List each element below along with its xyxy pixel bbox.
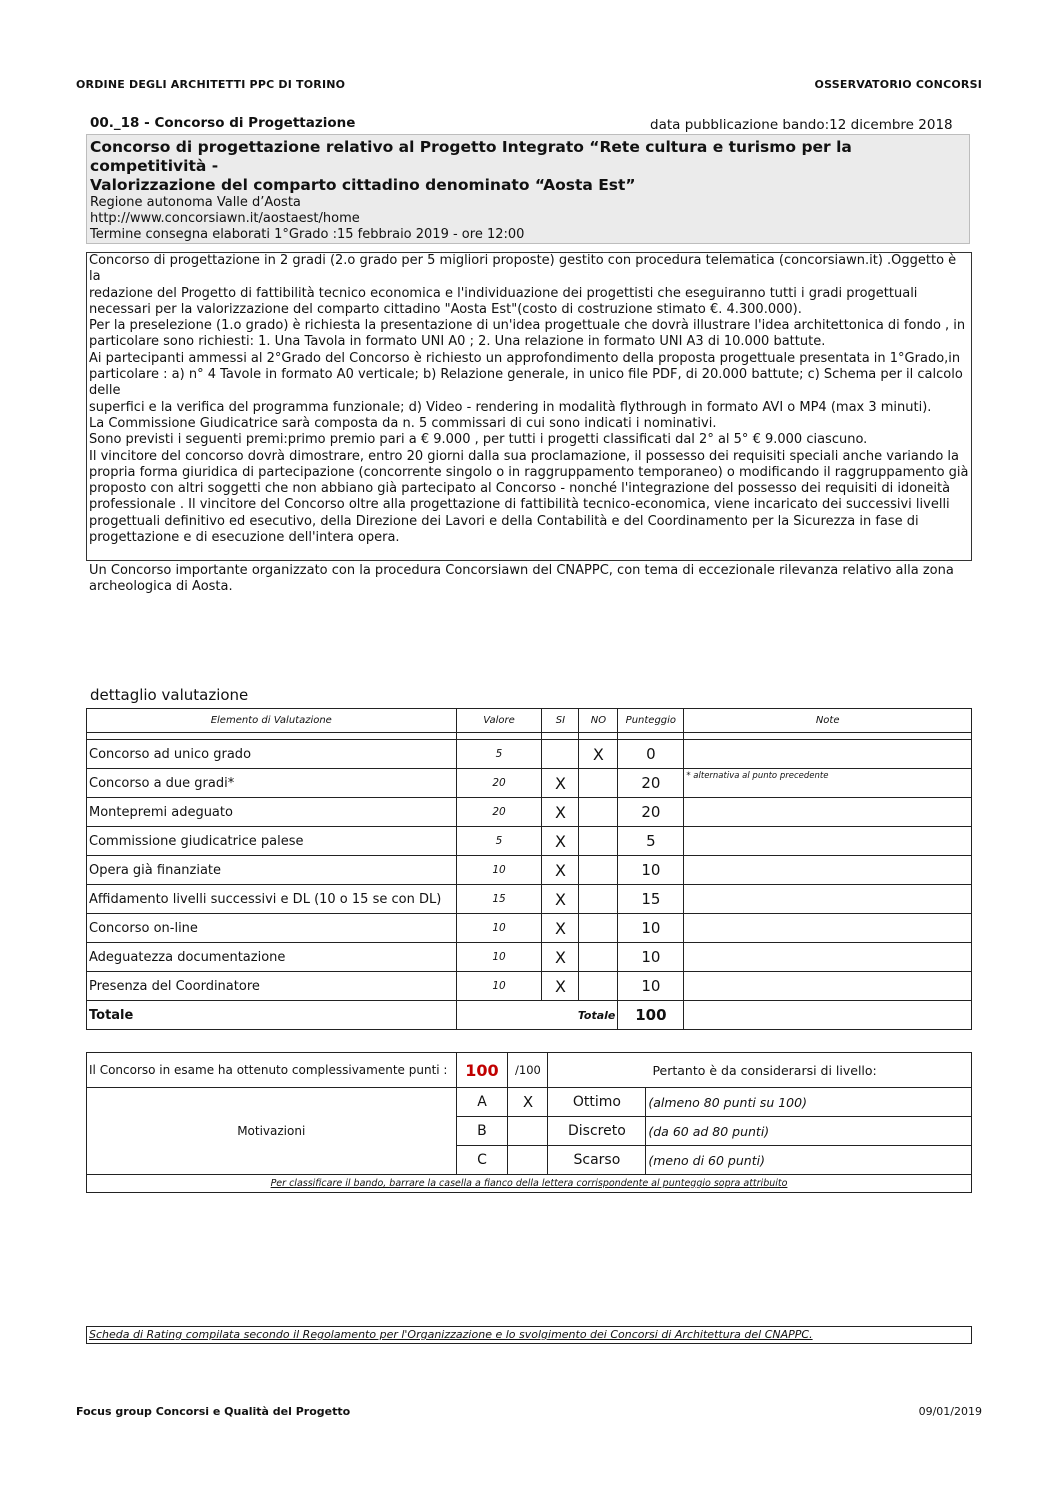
description-line: Per la preselezione (1.o grado) è richiesta la presentazione di un'idea progettuale che dovrà illustrare l'idea architettonica di fondo , in	[89, 318, 966, 334]
description-line: La Commissione Giudicatrice sarà composta da n. 5 commissari di cui sono indicati i nominativi.	[89, 415, 717, 431]
evaluation-note	[684, 943, 972, 972]
description-line: Ai partecipanti ammessi al 2°Grado del Concorso è richiesto un approfondimento della proposta progettuale presentata in 1°Grado,in	[89, 350, 961, 366]
footer-focus-group: Focus group Concorsi e Qualità del Progetto	[76, 1405, 351, 1418]
evaluation-score: 0	[618, 740, 684, 769]
evaluation-no-mark[interactable]: X	[579, 740, 618, 769]
evaluation-element: Concorso a due gradi*	[87, 769, 457, 798]
evaluation-score: 20	[618, 798, 684, 827]
col-no: NO	[579, 709, 618, 733]
evaluation-no-mark[interactable]	[579, 885, 618, 914]
description-line: necessari per la valorizzazione del comparto cittadino "Aosta Est"(costo di costruzione stimato €. 4.300.000).	[89, 301, 802, 317]
description-line: redazione del Progetto di fattibilità tecnico economica e l'individuazione dei progettisti che eseguiranno tutti i gradi progettuali	[89, 285, 918, 301]
evaluation-element: Opera già finanziate	[87, 856, 457, 885]
evaluation-score: 10	[618, 972, 684, 1001]
level-a-letter: A	[456, 1088, 508, 1117]
description-line: archeologica di Aosta.	[89, 578, 233, 594]
evaluation-value: 20	[456, 798, 542, 827]
evaluation-si-mark[interactable]: X	[542, 798, 579, 827]
evaluation-element: Concorso ad unico grado	[87, 740, 457, 769]
description-line: Concorso di progettazione in 2 gradi (2.o grado per 5 migliori proposte) gestito con procedura telematica (concorsiawn.it) .Oggetto è la	[89, 253, 957, 285]
evaluation-element: Concorso on-line	[87, 914, 457, 943]
result-label: Il Concorso in esame ha ottenuto complessivamente punti :	[87, 1053, 457, 1088]
description-text	[89, 253, 969, 595]
evaluation-row	[87, 943, 972, 972]
evaluation-element: Affidamento livelli successivi e DL (10 o 15 se con DL)	[87, 885, 457, 914]
competition-code: 00._18 - Concorso di Progettazione	[90, 115, 356, 131]
total-label-italic: Totale	[456, 1001, 618, 1030]
evaluation-si-mark[interactable]: X	[542, 885, 579, 914]
evaluation-no-mark[interactable]	[579, 798, 618, 827]
evaluation-title: dettaglio valutazione	[90, 686, 249, 704]
level-c-letter: C	[456, 1146, 508, 1175]
description-line: Sono previsti i seguenti premi:primo premio pari a € 9.000 , per tutti i progetti classificati dal 2° al 5° € 9.000 ciascuno.	[89, 432, 868, 448]
evaluation-element: Presenza del Coordinatore	[87, 972, 457, 1001]
description-line: particolare sono richiesti: 1. Una Tavola in formato UNI A0 ; 2. Una relazione in formato UNI A3 di 10.000 battute.	[89, 334, 826, 350]
evaluation-no-mark[interactable]	[579, 914, 618, 943]
evaluation-header-row	[87, 709, 972, 733]
header-observatory: OSSERVATORIO CONCORSI	[814, 78, 982, 91]
evaluation-value: 10	[456, 856, 542, 885]
evaluation-row	[87, 827, 972, 856]
description-line: proposto con altri soggetti che non abbiano già partecipato al Concorso - nonché l'integrazione del possesso dei requisiti di idoneità	[89, 481, 951, 497]
competition-title	[90, 138, 965, 195]
evaluation-value: 20	[456, 769, 542, 798]
level-b-name: Discreto	[548, 1117, 646, 1146]
total-note	[684, 1001, 972, 1030]
level-a-name: Ottimo	[548, 1088, 646, 1117]
evaluation-score: 15	[618, 885, 684, 914]
col-value: Valore	[456, 709, 542, 733]
evaluation-score: 20	[618, 769, 684, 798]
total-row	[87, 1001, 972, 1030]
evaluation-no-mark[interactable]	[579, 856, 618, 885]
evaluation-row	[87, 914, 972, 943]
publication-date: data pubblicazione bando:12 dicembre 2018	[650, 117, 953, 133]
rating-note-box	[86, 1326, 972, 1344]
evaluation-value: 10	[456, 943, 542, 972]
classification-instruction: Per classificare il bando, barrare la casella a fianco della lettera corrispondente al punteggio sopra attribuito	[87, 1175, 972, 1193]
level-a-range: (almeno 80 punti su 100)	[646, 1088, 972, 1117]
description-line: particolare : a) n° 4 Tavole in formato A0 verticale; b) Relazione generale, in unico file PDF, di 20.000 battute; c) Schema per il calcolo delle	[89, 367, 963, 399]
evaluation-row	[87, 856, 972, 885]
evaluation-note	[684, 827, 972, 856]
spacer-row	[87, 733, 972, 740]
motivations-label: Motivazioni	[87, 1088, 457, 1175]
competition-url[interactable]: http://www.concorsiawn.it/aostaest/home	[90, 211, 360, 226]
description-line: Un Concorso importante organizzato con la procedura Concorsiawn del CNAPPC, con tema di eccezionale rilevanza relativo alla zona	[89, 562, 954, 578]
level-label: Pertanto è da considerarsi di livello:	[548, 1053, 972, 1088]
title-line-1: Concorso di progettazione relativo al Progetto Integrato “Rete cultura e turismo per la competitività -	[90, 138, 852, 175]
evaluation-si-mark[interactable]: X	[542, 972, 579, 1001]
level-b-range: (da 60 ad 80 punti)	[646, 1117, 972, 1146]
description-line: progettuali definitivo ed esecutivo, della Direzione dei Lavori e della Contabilità e del Coordinamento per la Sicurezza in fase di	[89, 513, 919, 529]
level-c-mark[interactable]	[508, 1146, 548, 1175]
evaluation-note	[684, 914, 972, 943]
evaluation-no-mark[interactable]	[579, 769, 618, 798]
evaluation-value: 5	[456, 827, 542, 856]
level-b-mark[interactable]	[508, 1117, 548, 1146]
evaluation-element: Montepremi adeguato	[87, 798, 457, 827]
description-line: professionale . Il vincitore del Concorso oltre alla progettazione di fattibilità tecnico-economica, viene incaricato dei successivi livelli	[89, 497, 950, 513]
description-line: progettazione e di esecuzione dell'intera opera.	[89, 530, 400, 546]
evaluation-note	[684, 856, 972, 885]
evaluation-row	[87, 769, 972, 798]
col-si: SI	[542, 709, 579, 733]
deadline: Termine consegna elaborati 1°Grado :15 febbraio 2019 - ore 12:00	[90, 227, 525, 242]
rating-note: Scheda di Rating compilata secondo il Regolamento per l'Organizzazione e lo svolgimento dei Concorsi di Architettura del CNAPPC.	[89, 1328, 813, 1341]
evaluation-score: 10	[618, 856, 684, 885]
evaluation-row	[87, 740, 972, 769]
evaluation-no-mark[interactable]	[579, 827, 618, 856]
level-b-letter: B	[456, 1117, 508, 1146]
evaluation-si-mark[interactable]: X	[542, 943, 579, 972]
evaluation-value: 5	[456, 740, 542, 769]
evaluation-score: 10	[618, 943, 684, 972]
entity: Regione autonoma Valle d’Aosta	[90, 195, 301, 210]
evaluation-si-mark[interactable]: X	[542, 856, 579, 885]
total-score: 100	[618, 1001, 684, 1030]
evaluation-value: 10	[456, 914, 542, 943]
level-c-range: (meno di 60 punti)	[646, 1146, 972, 1175]
evaluation-score: 10	[618, 914, 684, 943]
evaluation-row	[87, 885, 972, 914]
col-score: Punteggio	[618, 709, 684, 733]
result-points: 100	[456, 1053, 508, 1088]
col-element: Elemento di Valutazione	[87, 709, 457, 733]
evaluation-element: Adeguatezza documentazione	[87, 943, 457, 972]
evaluation-note	[684, 740, 972, 769]
evaluation-no-mark[interactable]	[579, 943, 618, 972]
evaluation-si-mark[interactable]: X	[542, 827, 579, 856]
evaluation-si-mark[interactable]: X	[542, 769, 579, 798]
col-notes: Note	[684, 709, 972, 733]
evaluation-note: * alternativa al punto precedente	[684, 769, 972, 798]
evaluation-si-mark[interactable]	[542, 740, 579, 769]
description-line: Il vincitore del concorso dovrà dimostrare, entro 20 giorni dalla sua proclamazione, il possesso dei requisiti speciali anche variando la	[89, 448, 960, 464]
title-line-2: Valorizzazione del comparto cittadino denominato “Aosta Est”	[90, 176, 636, 194]
evaluation-element: Commissione giudicatrice palese	[87, 827, 457, 856]
description-line: propria forma giuridica di partecipazione (concorrente singolo o in raggruppamento temporaneo) o modificando il raggruppamento già	[89, 464, 969, 480]
level-c-name: Scarso	[548, 1146, 646, 1175]
evaluation-note	[684, 798, 972, 827]
evaluation-note	[684, 885, 972, 914]
evaluation-si-mark[interactable]: X	[542, 914, 579, 943]
footer-date: 09/01/2019	[918, 1405, 982, 1418]
evaluation-row	[87, 798, 972, 827]
result-max: /100	[508, 1053, 548, 1088]
header-org: ORDINE DEGLI ARCHITETTI PPC DI TORINO	[76, 78, 346, 91]
total-label: Totale	[87, 1001, 457, 1030]
evaluation-score: 5	[618, 827, 684, 856]
description-line	[89, 546, 969, 562]
evaluation-table	[86, 708, 972, 1030]
description-line: superfici e la verifica del programma funzionale; d) Video - rendering in modalità flythrough in formato AVI o MP4 (max 3 minuti).	[89, 399, 932, 415]
evaluation-no-mark[interactable]	[579, 972, 618, 1001]
result-table	[86, 1052, 972, 1193]
evaluation-value: 15	[456, 885, 542, 914]
evaluation-note	[684, 972, 972, 1001]
level-a-mark[interactable]: X	[508, 1088, 548, 1117]
evaluation-value: 10	[456, 972, 542, 1001]
evaluation-row	[87, 972, 972, 1001]
